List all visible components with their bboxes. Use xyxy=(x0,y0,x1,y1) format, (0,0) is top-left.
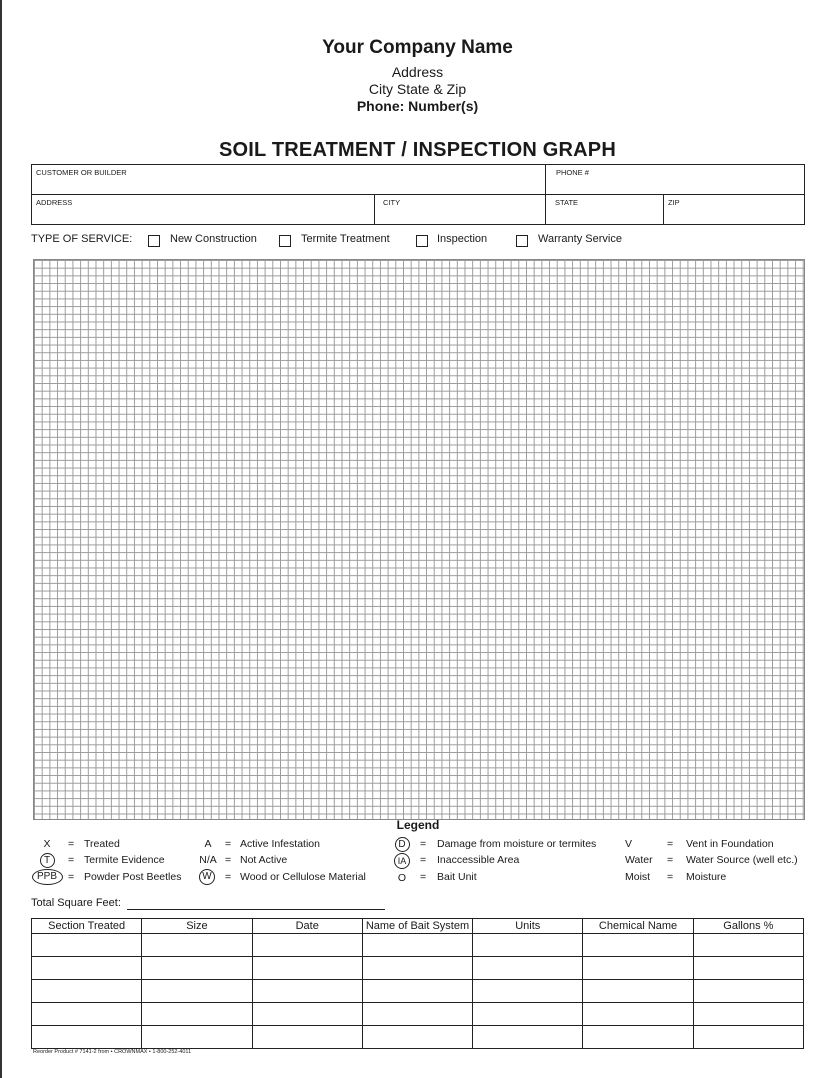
customer-field-label: CUSTOMER OR BUILDER xyxy=(36,168,127,177)
col-date: Date xyxy=(252,919,362,934)
legend-circled-w: W xyxy=(199,869,215,885)
table-cell[interactable] xyxy=(32,957,142,980)
company-name: Your Company Name xyxy=(322,37,513,58)
table-cell[interactable] xyxy=(252,1026,362,1049)
legend-symbol-bait-unit: O xyxy=(397,872,407,884)
col-gallons: Gallons % xyxy=(693,919,803,934)
table-cell[interactable] xyxy=(473,1026,583,1049)
company-address: Address xyxy=(391,64,444,80)
legend-circled-t: T xyxy=(40,853,55,868)
legend-circled-d: D xyxy=(395,837,410,852)
legend-symbol-active-infestation: A xyxy=(204,838,212,850)
legend-equals: = xyxy=(420,854,427,866)
customer-info-box xyxy=(31,164,805,225)
legend-symbol-water: Water xyxy=(625,854,653,866)
table-cell[interactable] xyxy=(473,957,583,980)
zip-field[interactable] xyxy=(664,195,804,224)
termite-treatment-label: Termite Treatment xyxy=(301,233,390,245)
inspection-checkbox[interactable] xyxy=(416,235,428,247)
table-row xyxy=(32,1003,804,1026)
service-type-label: TYPE OF SERVICE: xyxy=(31,233,133,245)
address-field[interactable] xyxy=(32,195,374,224)
legend-symbol-vent: V xyxy=(625,838,633,850)
table-row xyxy=(32,980,804,1003)
legend-desc-treated: Treated xyxy=(84,838,120,850)
legend-desc-active-infestation: Active Infestation xyxy=(240,838,320,850)
col-units: Units xyxy=(473,919,583,934)
table-row xyxy=(32,934,804,957)
table-cell[interactable] xyxy=(473,980,583,1003)
table-cell[interactable] xyxy=(473,1003,583,1026)
legend-equals: = xyxy=(225,838,232,850)
legend-equals: = xyxy=(68,854,75,866)
company-phone: Phone: Number(s) xyxy=(356,98,479,114)
legend-equals: = xyxy=(225,854,232,866)
table-cell[interactable] xyxy=(252,1003,362,1026)
table-cell[interactable] xyxy=(362,1003,472,1026)
phone-field[interactable] xyxy=(546,165,804,194)
table-cell[interactable] xyxy=(583,1026,693,1049)
legend-desc-water: Water Source (well etc.) xyxy=(686,854,798,866)
form-title: SOIL TREATMENT / INSPECTION GRAPH xyxy=(219,139,616,161)
table-cell[interactable] xyxy=(142,957,252,980)
table-cell[interactable] xyxy=(693,980,803,1003)
table-cell[interactable] xyxy=(32,1003,142,1026)
table-cell[interactable] xyxy=(362,980,472,1003)
legend-equals: = xyxy=(667,871,674,883)
zip-field-label: ZIP xyxy=(668,198,680,207)
table-row xyxy=(32,957,804,980)
table-cell[interactable] xyxy=(362,957,472,980)
legend-desc-damage: Damage from moisture or termites xyxy=(437,838,597,850)
table-cell[interactable] xyxy=(583,1003,693,1026)
col-section-treated: Section Treated xyxy=(32,919,142,934)
company-city-state-zip: City State & Zip xyxy=(368,81,467,97)
city-field[interactable] xyxy=(375,195,545,224)
col-bait-system: Name of Bait System xyxy=(362,919,472,934)
table-cell[interactable] xyxy=(583,934,693,957)
new-construction-label: New Construction xyxy=(170,233,257,245)
inspection-graph-grid[interactable] xyxy=(33,259,805,820)
legend xyxy=(0,838,835,890)
table-cell[interactable] xyxy=(252,980,362,1003)
table-cell[interactable] xyxy=(473,934,583,957)
legend-desc-inaccessible: Inaccessible Area xyxy=(437,854,520,866)
legend-desc-not-active: Not Active xyxy=(240,854,288,866)
table-cell[interactable] xyxy=(252,934,362,957)
table-cell[interactable] xyxy=(142,1026,252,1049)
table-cell[interactable] xyxy=(32,934,142,957)
treatment-table xyxy=(31,918,804,1049)
total-square-feet-label: Total Square Feet: xyxy=(31,897,121,909)
table-row xyxy=(32,1026,804,1049)
legend-desc-termite-evidence: Termite Evidence xyxy=(84,854,165,866)
reorder-footer: Reorder Product # 7141-2 from • CROWNMAX • 1-800-252-4011 xyxy=(33,1049,192,1055)
legend-equals: = xyxy=(420,838,427,850)
legend-desc-vent: Vent in Foundation xyxy=(686,838,774,850)
legend-symbol-wood xyxy=(198,869,216,885)
col-chemical-name: Chemical Name xyxy=(583,919,693,934)
legend-equals: = xyxy=(225,871,232,883)
legend-desc-bait-unit: Bait Unit xyxy=(437,871,477,883)
legend-circled-ia: IA xyxy=(394,853,410,869)
legend-equals: = xyxy=(420,871,427,883)
table-cell[interactable] xyxy=(583,957,693,980)
inspection-label: Inspection xyxy=(437,233,488,245)
legend-symbol-treated: X xyxy=(43,838,51,850)
phone-field-label: PHONE # xyxy=(556,168,589,177)
warranty-service-checkbox[interactable] xyxy=(516,235,528,247)
legend-symbol-termite-evidence xyxy=(38,853,56,868)
legend-desc-wood: Wood or Cellulose Material xyxy=(240,871,366,883)
legend-equals: = xyxy=(68,871,75,883)
table-cell[interactable] xyxy=(32,1026,142,1049)
termite-treatment-checkbox[interactable] xyxy=(279,235,291,247)
legend-circled-ppb: PPB xyxy=(32,869,63,885)
col-size: Size xyxy=(142,919,252,934)
legend-equals: = xyxy=(667,838,674,850)
total-square-feet-field[interactable] xyxy=(127,909,385,910)
service-type-row xyxy=(31,232,811,252)
table-cell[interactable] xyxy=(252,957,362,980)
table-cell[interactable] xyxy=(693,957,803,980)
legend-desc-moist: Moisture xyxy=(686,871,727,883)
table-cell[interactable] xyxy=(693,1026,803,1049)
legend-symbol-moist: Moist xyxy=(625,871,651,883)
legend-equals: = xyxy=(68,838,75,850)
legend-symbol-damage xyxy=(393,837,411,852)
customer-field[interactable] xyxy=(32,165,545,194)
address-field-label: ADDRESS xyxy=(36,198,73,207)
table-cell[interactable] xyxy=(362,934,472,957)
table-cell[interactable] xyxy=(362,1026,472,1049)
legend-symbol-inaccessible xyxy=(393,853,411,869)
legend-symbol-not-active: N/A xyxy=(199,854,217,866)
legend-symbol-powder-post-beetles xyxy=(31,869,63,885)
legend-title: Legend xyxy=(396,818,440,832)
city-field-label: CITY xyxy=(383,198,401,207)
table-cell[interactable] xyxy=(583,980,693,1003)
table-cell[interactable] xyxy=(32,980,142,1003)
legend-equals: = xyxy=(667,854,674,866)
state-field-label: STATE xyxy=(555,198,579,207)
table-cell[interactable] xyxy=(142,980,252,1003)
table-cell[interactable] xyxy=(142,1003,252,1026)
legend-desc-powder-post-beetles: Powder Post Beetles xyxy=(84,871,182,883)
warranty-service-label: Warranty Service xyxy=(538,233,622,245)
table-header-row xyxy=(32,919,804,934)
state-field[interactable] xyxy=(546,195,663,224)
table-cell[interactable] xyxy=(693,934,803,957)
table-cell[interactable] xyxy=(142,934,252,957)
new-construction-checkbox[interactable] xyxy=(148,235,160,247)
table-cell[interactable] xyxy=(693,1003,803,1026)
